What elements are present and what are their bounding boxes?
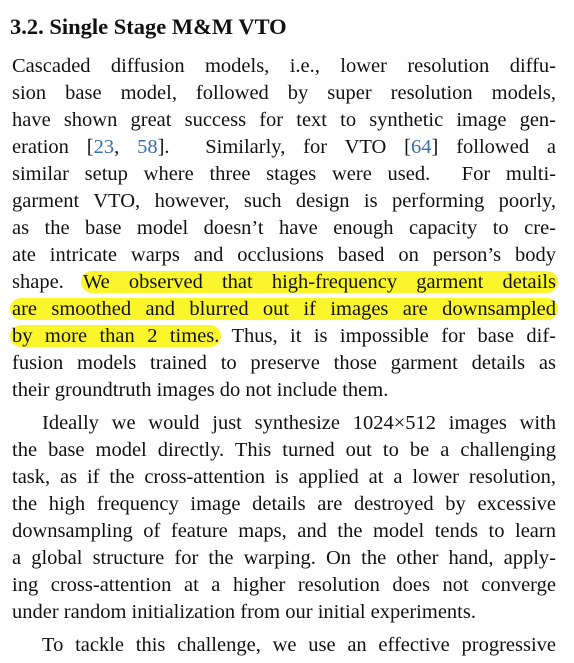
text-run: shape.: [12, 271, 64, 293]
text-run: ] followed a: [431, 136, 557, 158]
text-line: similar setup where three stages were used. For multi-: [12, 163, 556, 185]
text-line: [12, 269, 556, 295]
section-title: 3.2. Single Stage M&M VTO: [10, 14, 287, 39]
text-line: ing cross-attention at a higher resolution does not converge: [12, 574, 556, 596]
text-run: ]. Similarly, for VTO [: [157, 136, 412, 158]
text-line: To tackle this challenge, we use an effective progressive: [42, 634, 556, 656]
highlighted-text: are smoothed and blurred out if images are downsampled: [12, 298, 556, 320]
text-line: Cascaded diffusion models, i.e., lower resolution diffu-: [12, 55, 556, 77]
text-line: a global structure for the warping. On the other hand, apply-: [12, 547, 556, 569]
citation-link[interactable]: 23: [93, 136, 115, 158]
text-line: the high frequency image details are destroyed by excessive: [12, 493, 556, 515]
text-line: fusion models trained to preserve those garment details as: [12, 352, 556, 374]
text-line: [12, 296, 556, 322]
text-line: downsampling of feature maps, and the model tends to learn: [12, 520, 556, 542]
text-line: [12, 134, 556, 160]
text-line: sion base model, followed by super resolution models,: [12, 82, 556, 104]
text-line: Ideally we would just synthesize 1024×512 images with: [42, 412, 556, 434]
text-line: garment VTO, however, such design is performing poorly,: [12, 190, 556, 212]
highlighted-text: We observed that high-frequency garment details: [82, 271, 556, 293]
text-line: [12, 323, 556, 349]
text-line: the base model directly. This turned out to be a challenging: [12, 439, 556, 461]
text-line: under random initialization from our initial experiments.: [12, 601, 476, 623]
text-line: have shown great success for text to synthetic image gen-: [12, 109, 556, 131]
highlighted-text: by more than 2 times.: [12, 325, 220, 347]
text-run: eration [: [12, 136, 94, 158]
text-line: ate intricate warps and occlusions based on person’s body: [12, 244, 556, 266]
text-line: their groundtruth images do not include them.: [12, 379, 389, 401]
text-run: ,: [114, 136, 138, 158]
citation-link[interactable]: 58: [137, 136, 158, 158]
citation-link[interactable]: 64: [411, 136, 432, 158]
text-line: as the base model doesn’t have enough capacity to cre-: [12, 217, 556, 239]
text-run: Thus, it is impossible for base dif-: [231, 325, 556, 347]
text-line: task, as if the cross-attention is applied at a lower resolution,: [12, 466, 556, 488]
